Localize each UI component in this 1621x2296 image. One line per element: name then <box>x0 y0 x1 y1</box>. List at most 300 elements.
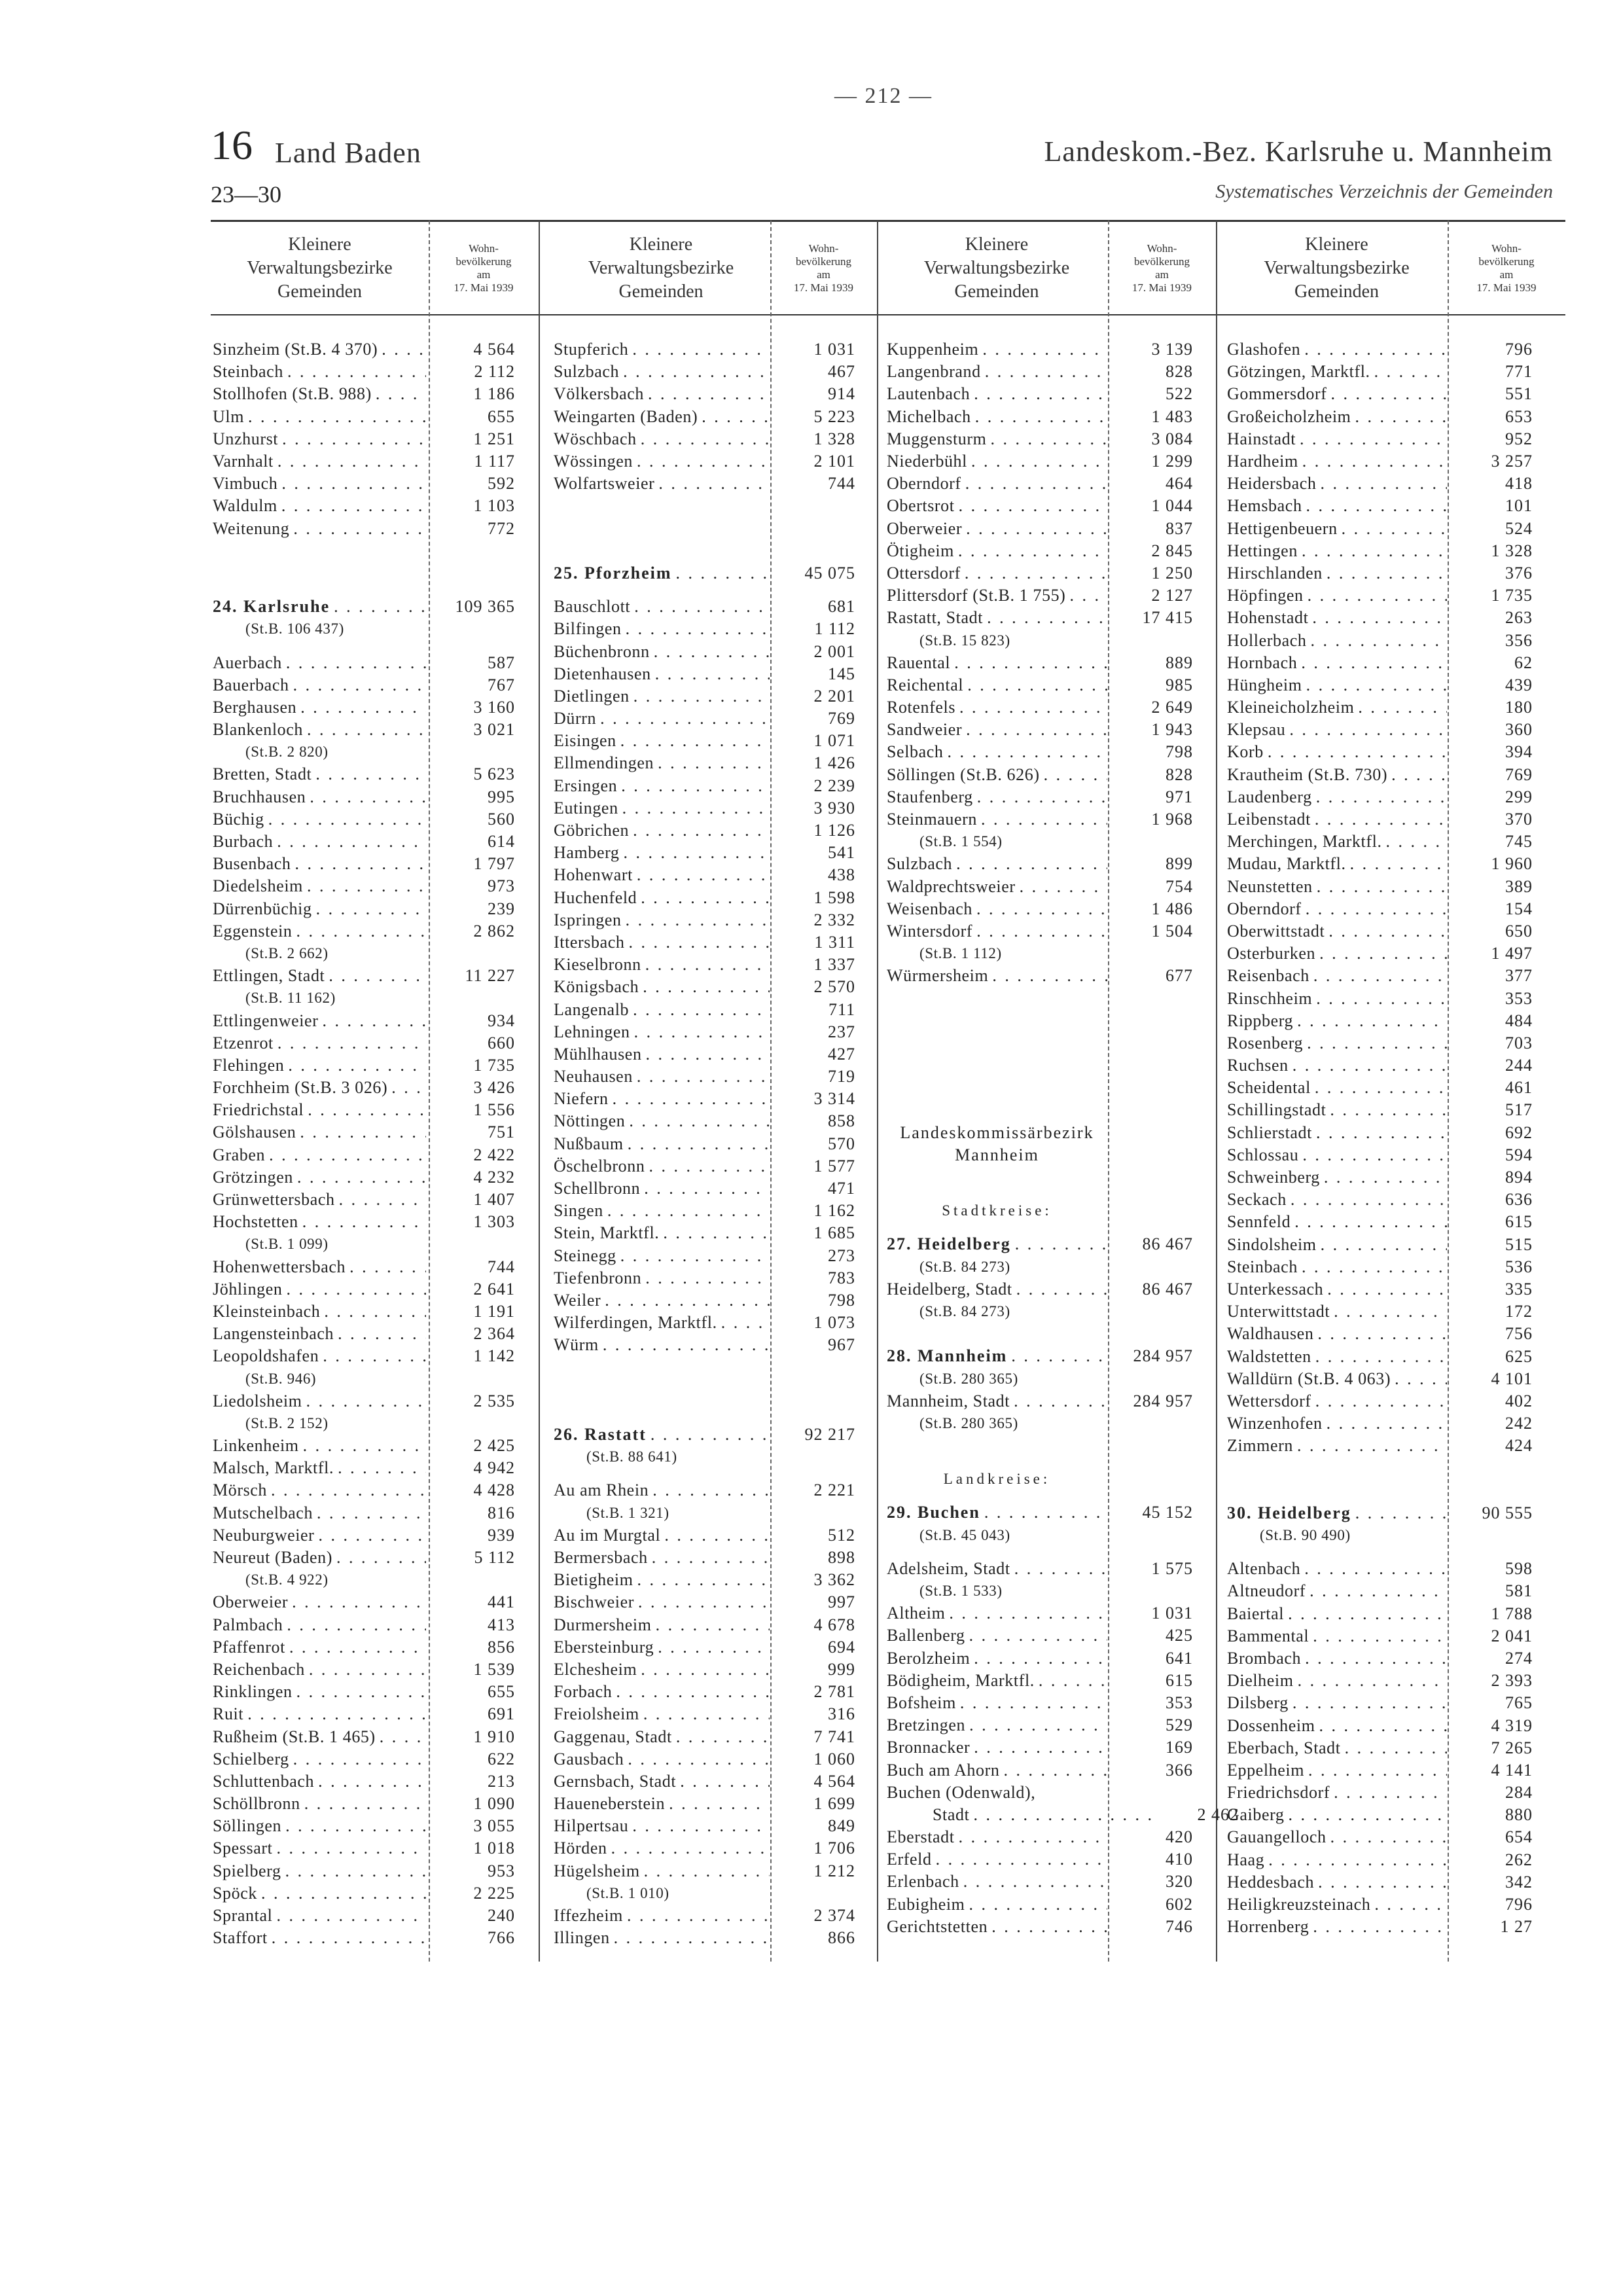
population-value: 719 <box>828 1067 855 1086</box>
list-item <box>1227 1558 1569 1580</box>
header-label: Kleinere <box>1305 234 1368 255</box>
header-label: 17. Mai 1939 <box>1476 281 1537 294</box>
municipality-name: Hornbach <box>1227 653 1298 672</box>
dot-leader <box>956 854 1107 874</box>
population-value: 86 467 <box>1142 1234 1193 1254</box>
list-item <box>213 383 552 405</box>
municipality-name: 25. Pforzheim <box>554 563 672 583</box>
dot-leader <box>261 1884 426 1903</box>
spacer <box>887 1323 1243 1345</box>
list-item <box>1227 1211 1569 1233</box>
spacer <box>554 1401 892 1424</box>
dot-leader <box>948 742 1107 762</box>
municipality-name: Unzhurst <box>213 429 279 448</box>
municipality-name: Jöhlingen <box>213 1279 283 1299</box>
dot-leader <box>969 1715 1107 1735</box>
population-value: 4 678 <box>813 1615 855 1634</box>
population-value: 622 <box>488 1749 515 1768</box>
population-value: 529 <box>1166 1715 1193 1735</box>
population-value: 694 <box>828 1637 855 1657</box>
dot-leader <box>316 899 426 919</box>
dot-leader <box>380 1727 426 1747</box>
municipality-name-cell <box>1227 1414 1447 1433</box>
population-value: 858 <box>828 1111 855 1131</box>
dot-leader <box>991 1917 1107 1937</box>
population-value: 894 <box>1505 1168 1533 1187</box>
list-item <box>213 1121 552 1143</box>
status-note <box>887 629 1243 651</box>
list-item <box>887 607 1243 629</box>
list-item <box>1227 338 1569 361</box>
dot-leader <box>1301 653 1447 673</box>
municipality-name-cell <box>1227 1827 1447 1847</box>
municipality-name: Rinklingen <box>213 1682 293 1702</box>
list-item <box>887 338 1243 361</box>
municipality-name-cell <box>213 1011 426 1031</box>
municipality-name: Nußbaum <box>554 1134 624 1153</box>
municipality-name-cell <box>554 362 770 382</box>
municipality-name-cell <box>213 340 426 359</box>
municipality-name: Au am Rhein <box>554 1480 649 1500</box>
municipality-name: Mühlhausen <box>554 1044 642 1064</box>
header-label: bevölkerung <box>1478 255 1535 268</box>
dot-leader <box>633 1000 770 1020</box>
municipality-name: Steinbach <box>1227 1257 1298 1276</box>
dot-leader <box>1297 1011 1447 1031</box>
municipality-name: Bammental <box>1227 1626 1309 1645</box>
population-value: 377 <box>1505 966 1533 986</box>
municipality-name-cell <box>1227 1235 1447 1255</box>
dot-leader <box>613 1089 770 1109</box>
dot-leader <box>1300 429 1447 449</box>
population-value: 1 031 <box>813 340 855 359</box>
spacer <box>554 495 892 517</box>
population-value: 798 <box>828 1290 855 1310</box>
list-item <box>554 450 892 473</box>
list-item <box>554 730 892 752</box>
list-item <box>554 842 892 864</box>
dot-leader <box>645 955 770 975</box>
list-item <box>1227 1826 1569 1848</box>
dot-leader <box>663 1223 770 1243</box>
list-item <box>213 1099 552 1121</box>
list-item <box>1227 1122 1569 1144</box>
list-item <box>213 406 552 428</box>
municipality-name: Spöck <box>213 1883 257 1903</box>
status-note <box>554 1502 892 1524</box>
dot-leader <box>324 1302 426 1321</box>
dot-leader <box>338 1324 426 1344</box>
dot-leader <box>317 1503 426 1523</box>
municipality-name: Altheim <box>887 1604 946 1623</box>
header-label: bevölkerung <box>1134 255 1190 268</box>
municipality-name: Lautenbach <box>887 384 971 404</box>
municipality-name: Rosenberg <box>1227 1033 1304 1052</box>
dot-leader <box>621 776 770 796</box>
municipality-name-cell <box>213 1548 426 1568</box>
list-item <box>213 853 552 875</box>
municipality-name: Plittersdorf (St.B. 1 755) <box>887 586 1066 605</box>
municipality-name: Nöttingen <box>554 1111 626 1131</box>
municipality-name: Weisenbach <box>887 899 972 918</box>
population-value: 2 570 <box>813 977 855 997</box>
municipality-name: (St.B. 84 273) <box>919 1258 1010 1275</box>
list-item <box>554 775 892 797</box>
municipality-name-cell <box>213 1302 426 1321</box>
population-value: 2 425 <box>473 1436 515 1456</box>
list-item <box>213 1009 552 1031</box>
municipality-name-cell <box>887 1626 1107 1645</box>
population-value: 1 504 <box>1151 921 1193 941</box>
dot-leader <box>349 1257 426 1277</box>
dot-leader <box>620 731 770 751</box>
list-item <box>887 1714 1243 1736</box>
municipality-name-cell <box>1227 944 1447 963</box>
municipality-name-cell <box>887 922 1107 941</box>
dot-leader <box>1292 1056 1447 1075</box>
population-value: 1 556 <box>473 1100 515 1120</box>
dot-leader <box>984 1503 1107 1522</box>
spacer <box>887 1490 1243 1501</box>
list-item <box>1227 1054 1569 1077</box>
municipality-name: Ötigheim <box>887 541 955 560</box>
dot-leader <box>1302 452 1447 471</box>
list-item <box>213 1144 552 1166</box>
dot-leader <box>322 1011 426 1031</box>
population-value: 587 <box>488 653 515 672</box>
municipality-name: Niefern <box>554 1089 609 1109</box>
municipality-name: Büchig <box>213 809 264 829</box>
municipality-name-cell <box>213 720 426 740</box>
list-item <box>887 1782 1243 1804</box>
population-value: 1 577 <box>813 1156 855 1175</box>
header-label: am <box>476 268 491 281</box>
list-item <box>1227 1714 1569 1736</box>
municipality-name-cell <box>213 966 426 986</box>
population-value: 413 <box>488 1615 515 1634</box>
dot-leader <box>277 832 426 852</box>
dot-leader <box>307 876 426 896</box>
municipality-name-cell <box>554 1682 770 1702</box>
population-value: 985 <box>1166 675 1193 694</box>
municipality-name: Söllingen (St.B. 626) <box>887 764 1040 784</box>
municipality-name-cell <box>887 854 1107 874</box>
municipality-name: Steinegg <box>554 1246 616 1265</box>
dot-leader <box>297 1168 426 1187</box>
municipality-name-cell <box>887 720 1107 740</box>
list-item <box>1227 764 1569 786</box>
status-note <box>887 1367 1243 1390</box>
municipality-name: Hüngheim <box>1227 675 1302 694</box>
dot-leader <box>1298 1671 1447 1691</box>
dot-leader <box>680 1772 770 1791</box>
municipality-name: Schlossau <box>1227 1145 1299 1164</box>
municipality-name: Tiefenbronn <box>554 1268 642 1287</box>
dot-leader <box>1015 1234 1107 1254</box>
list-item <box>554 618 892 640</box>
dot-leader <box>294 854 426 874</box>
municipality-name-cell <box>1227 742 1447 762</box>
list-item <box>554 473 892 495</box>
list-item <box>554 1591 892 1613</box>
list-item <box>213 1659 552 1681</box>
list-item <box>554 797 892 819</box>
population-value: 4 564 <box>813 1771 855 1791</box>
sheet-number: 16 <box>211 122 253 168</box>
municipality-name: Göbrichen <box>554 821 630 840</box>
population-value: 744 <box>828 474 855 493</box>
municipality-name: Merchingen, Marktfl. <box>1227 832 1382 852</box>
municipality-name-cell <box>887 1202 1107 1219</box>
municipality-name-cell <box>213 1682 426 1702</box>
list-item <box>554 1659 892 1681</box>
municipality-name: Bretzingen <box>887 1715 966 1735</box>
list-item <box>1227 1166 1569 1189</box>
municipality-name-cell <box>887 1145 1107 1165</box>
population-value: 461 <box>1505 1078 1533 1098</box>
municipality-name: Oberwittstadt <box>1227 921 1325 941</box>
dot-leader <box>303 1436 426 1456</box>
spacer <box>554 584 892 596</box>
dot-leader <box>300 698 426 717</box>
spacer <box>887 1547 1243 1558</box>
population-value: 2 393 <box>1491 1671 1533 1691</box>
municipality-name: Varnhalt <box>213 452 274 471</box>
list-item <box>554 1200 892 1222</box>
list-item <box>213 1703 552 1725</box>
municipality-name-cell <box>1227 1168 1447 1187</box>
municipality-name: Neureut (Baden) <box>213 1548 332 1568</box>
municipality-name-cell <box>213 1436 426 1456</box>
status-note <box>887 1412 1243 1435</box>
population-value: 353 <box>1166 1693 1193 1712</box>
dot-leader <box>959 1827 1107 1847</box>
list-item <box>887 719 1243 741</box>
population-value: 551 <box>1505 384 1533 404</box>
population-value: 650 <box>1505 921 1533 941</box>
population-value: 849 <box>828 1816 855 1836</box>
list-item <box>554 640 892 662</box>
municipality-name: Korb <box>1227 742 1264 762</box>
municipality-name-cell <box>1227 1716 1447 1736</box>
dot-leader <box>329 966 426 986</box>
municipality-name: Steinmauern <box>887 810 978 829</box>
municipality-name: Waldprechtsweier <box>887 876 1016 896</box>
list-item <box>554 1547 892 1569</box>
dot-leader <box>975 407 1107 427</box>
municipality-name-cell <box>213 1638 426 1657</box>
municipality-name-cell <box>213 1346 426 1366</box>
municipality-name: Oberndorf <box>1227 899 1302 918</box>
list-item <box>1227 1893 1569 1916</box>
dot-leader <box>1327 1414 1447 1433</box>
municipality-name-cell <box>1227 1626 1447 1646</box>
municipality-name: Hainstadt <box>1227 429 1296 448</box>
municipality-name: Grötzingen <box>213 1167 293 1187</box>
municipality-name-cell <box>1227 608 1447 628</box>
list-item <box>554 428 892 450</box>
list-item <box>887 1736 1243 1759</box>
list-item <box>213 1166 552 1189</box>
dot-leader <box>1309 1581 1447 1601</box>
list-item <box>554 976 892 998</box>
population-value: 274 <box>1505 1648 1533 1668</box>
list-item <box>1227 473 1569 495</box>
population-value: 240 <box>488 1906 515 1926</box>
municipality-name-cell <box>554 407 770 427</box>
municipality-name-cell <box>554 1592 770 1612</box>
municipality-name: (St.B. 45 043) <box>919 1526 1010 1543</box>
population-value: 2 112 <box>474 362 515 382</box>
dot-leader <box>1319 1716 1447 1736</box>
population-value: 796 <box>1505 1895 1533 1914</box>
municipality-name-cell <box>554 1794 770 1814</box>
list-item <box>213 831 552 853</box>
dot-leader <box>652 1480 770 1500</box>
municipality-name: Kuppenheim <box>887 340 979 359</box>
list-item <box>554 1312 892 1334</box>
municipality-name: Horrenberg <box>1227 1917 1309 1937</box>
list-item <box>1227 1390 1569 1412</box>
municipality-name-cell <box>887 1850 1107 1869</box>
population-value: 1 407 <box>473 1190 515 1210</box>
municipality-name: 30. Heidelberg <box>1227 1503 1351 1522</box>
list-item <box>1227 942 1569 965</box>
municipality-name: Heidersbach <box>1227 474 1317 493</box>
municipality-name: Weiler <box>554 1290 601 1310</box>
list-item <box>554 1681 892 1703</box>
population-value: 2 101 <box>813 452 855 471</box>
population-value: 4 428 <box>473 1480 515 1500</box>
municipality-name: Unterwittstadt <box>1227 1302 1330 1321</box>
municipality-name: Staffort <box>213 1928 268 1948</box>
municipality-name-cell <box>554 821 770 840</box>
municipality-name-cell <box>554 977 770 997</box>
municipality-name-cell <box>1227 541 1447 561</box>
list-item <box>1227 1759 1569 1782</box>
municipality-name: Iffezheim <box>554 1906 623 1926</box>
spacer <box>213 640 552 651</box>
municipality-name-cell <box>1227 1011 1447 1031</box>
list-item <box>554 1905 892 1927</box>
district-heading <box>887 1501 1243 1524</box>
district-heading <box>554 562 892 584</box>
list-item <box>1227 1412 1569 1435</box>
list-item <box>1227 1010 1569 1032</box>
municipality-name: (St.B. 1 554) <box>919 833 1003 850</box>
dot-leader <box>293 1749 426 1769</box>
header-label: bevölkerung <box>455 255 512 268</box>
dot-leader <box>1291 1190 1447 1210</box>
list-item <box>887 1916 1243 1938</box>
municipality-name: Forbach <box>554 1682 613 1702</box>
dot-leader <box>1312 608 1447 628</box>
municipality-name: Stupferich <box>554 340 629 359</box>
population-value: 1 191 <box>473 1301 515 1321</box>
population-value: 263 <box>1505 608 1533 628</box>
municipality-name-cell <box>887 810 1107 829</box>
population-value: 145 <box>828 664 855 683</box>
spacer <box>1227 1547 1569 1558</box>
municipality-name-cell <box>554 1067 770 1086</box>
municipality-name-cell <box>213 1056 426 1075</box>
municipality-name: Eppelheim <box>1227 1760 1305 1780</box>
status-note <box>1227 1524 1569 1547</box>
list-item <box>1227 1580 1569 1602</box>
municipality-name-cell <box>1227 519 1447 539</box>
municipality-name-cell <box>887 564 1107 583</box>
municipality-name: 29. Buchen <box>887 1503 980 1522</box>
population-value: 3 257 <box>1491 452 1533 471</box>
municipality-name: Blankenloch <box>213 720 304 740</box>
municipality-name-cell <box>1227 1738 1447 1758</box>
municipality-name-cell <box>554 1134 770 1154</box>
list-item <box>1227 786 1569 808</box>
dot-leader <box>1315 810 1447 829</box>
header-label: Wohn- <box>1147 242 1177 255</box>
municipality-name-cell <box>887 1761 1107 1780</box>
list-item <box>1227 1278 1569 1300</box>
dot-leader <box>1003 1761 1107 1780</box>
sheet-title: Land Baden <box>275 137 421 169</box>
municipality-name: Steinbach <box>213 362 283 382</box>
list-item <box>554 1133 892 1155</box>
population-value: 242 <box>1505 1414 1533 1433</box>
population-value: 366 <box>1166 1760 1193 1780</box>
population-value: 997 <box>828 1592 855 1612</box>
list-item <box>213 763 552 785</box>
municipality-name-cell <box>554 1615 770 1635</box>
population-value: 703 <box>1505 1033 1533 1052</box>
municipality-name-cell <box>1227 1559 1447 1579</box>
municipality-name: Schillingstadt <box>1227 1100 1327 1120</box>
municipality-name-cell <box>887 1346 1107 1366</box>
header-label: Verwaltungsbezirke <box>247 258 393 278</box>
municipality-name: Hettingen <box>1227 541 1298 560</box>
municipality-name: Weingarten (Baden) <box>554 406 698 426</box>
list-item <box>887 450 1243 473</box>
population-value: 515 <box>1505 1234 1533 1254</box>
dot-leader <box>611 1839 770 1858</box>
dot-leader <box>990 429 1107 449</box>
population-value: 1 685 <box>813 1223 855 1243</box>
list-item <box>887 1826 1243 1848</box>
spacer <box>554 540 892 562</box>
dot-leader <box>637 865 770 885</box>
population-value: 4 101 <box>1491 1369 1533 1388</box>
population-value: 2 332 <box>813 910 855 929</box>
population-value: 439 <box>1505 675 1533 694</box>
population-value: 522 <box>1166 384 1193 404</box>
list-item <box>1227 1435 1569 1457</box>
header-label: Wohn- <box>808 242 839 255</box>
municipality-name-cell <box>554 865 770 885</box>
list-item <box>887 1670 1243 1692</box>
header-label: Kleinere <box>288 234 351 255</box>
list-item <box>554 1748 892 1770</box>
population-value: 389 <box>1505 876 1533 896</box>
population-value: 828 <box>1166 764 1193 784</box>
municipality-name: Elchesheim <box>554 1659 637 1679</box>
municipality-name: Wilferdingen, Marktfl. <box>554 1313 717 1333</box>
dot-leader <box>276 1839 426 1858</box>
municipality-name-cell <box>887 1391 1107 1411</box>
municipality-name: Dürrn <box>554 709 597 728</box>
dot-leader <box>285 1816 426 1836</box>
list-item <box>554 1614 892 1636</box>
spacer <box>887 1054 1243 1077</box>
municipality-name: Wettersdorf <box>1227 1391 1311 1410</box>
